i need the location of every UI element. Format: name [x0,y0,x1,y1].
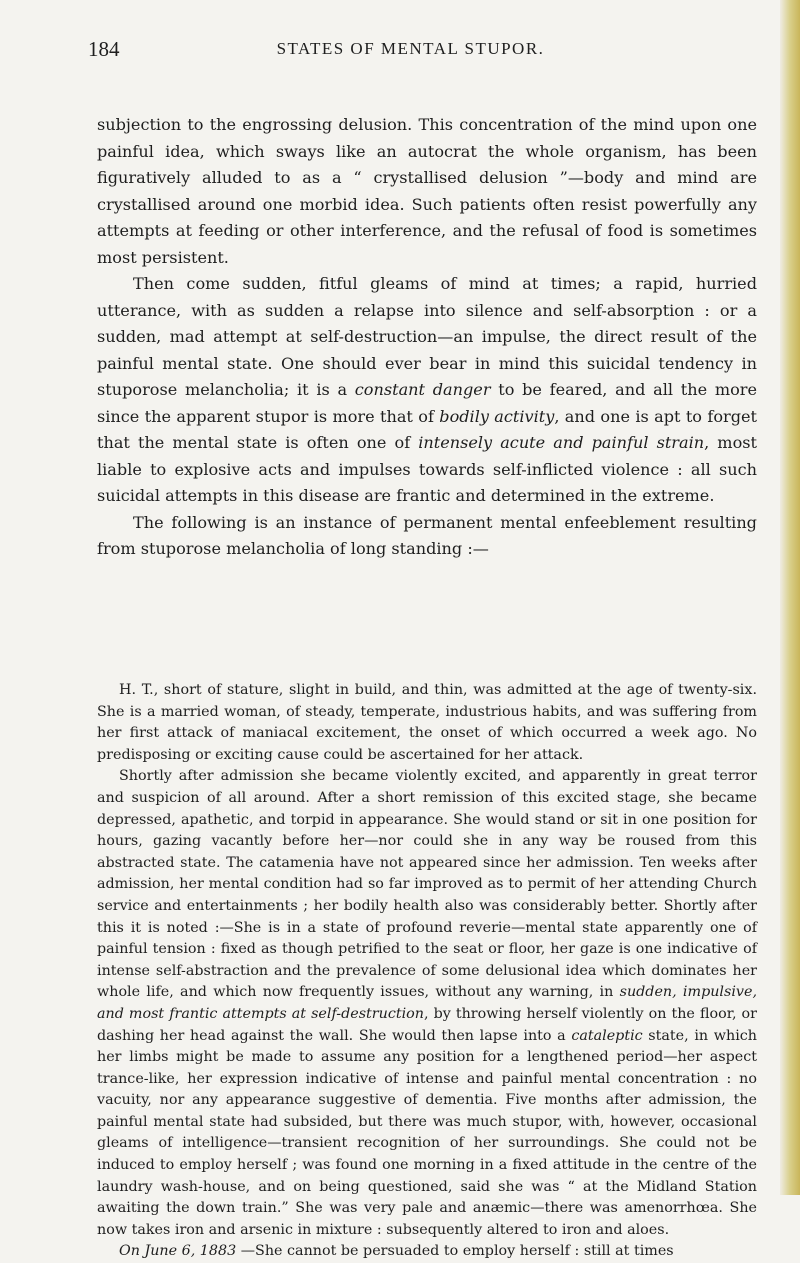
emphasis-constant-danger: constant danger [354,380,491,399]
paragraph-3: The following is an instance of permanent mental enfeeblement resulting from stuporose melancholia of long standing :— [97,512,757,558]
case-2-text-e: state, in which her limbs might be made to assume any position for a lengthened period—her aspect trance-like, her expression indicative of intense and painful mental concentration : no vacuity, nor any appearance suggestive of dementia. Five months after admission, the painful mental state had subsided, but there was much stupor, with, however, occasional gleams of intelligence—transient recognition of her surroundings. She could not be induced to employ herself ; was found one morning in a fixed attitude in the centre of the laundry wash-house, and on being questioned, said she was “ at the Midland Station awaiting the down train.” She was very pale and anæmic—there was amenorrhœa. She now takes iron and arsenic in mixture : subsequently altered to iron and aloes. [97,1027,757,1238]
paragraph-1: subjection to the engrossing delusion. This concentration of the mind upon one painful idea, which sways like an autocrat the whole organism, has been figuratively alluded to as a “ crystallised delusion ”—body and mind are crystallised around one morbid idea. Such patients often resist powerfully any attempts at feeding or other interference, and the refusal of food is sometimes most persistent. [97,115,757,267]
emphasis-painful-strain: intensely acute and painful strain [418,433,705,452]
case-history [97,680,757,1263]
paragraph-2-text-g: , most liable to explosive acts and impulses towards self-inflicted violence : all such suicidal attempts in this disease are frantic and determined in the extreme. [97,433,757,505]
emphasis-frantic-attempts: sudden, impulsive, and most frantic attempts at self-destruction [97,984,757,1022]
page-number: 184 [88,37,120,61]
case-paragraph-2 [97,766,757,1241]
running-head: STATES OF MENTAL STUPOR. [276,39,545,58]
emphasis-bodily-activity: bodily activity [439,406,555,426]
paragraph-2-text-c: to be feared, and all the more since the apparent stupor is more that of [97,380,757,426]
paragraph-2-text-e: , and one is apt to forget that the mental state is often one of [97,406,757,452]
body-text [97,112,757,563]
case-paragraph-1: H. T., short of stature, slight in build, and thin, was admitted at the age of twenty-six. She is a married woman, of steady, temperate, industrious habits, and was suffering from her first attack of maniacal excitement, the onset of which occurred a week ago. No predisposing or exciting cause could be ascertained for her attack. [97,682,757,763]
paragraph-2 [97,271,757,510]
case-paragraph-3 [97,1241,757,1263]
paragraph-2-text-a: Then come sudden, fitful gleams of mind at times; a rapid, hurried utterance, with as sudden a relapse into silence and self-absorption : or a sudden, mad attempt at self-destruction—an impulse, the direct result of the painful mental state. One should ever bear in mind this suicidal tendency in stuporose melancholia; it is a [97,274,757,399]
case-3-text: —She cannot be persuaded to employ herself : still at times [236,1243,674,1260]
case-2-text-a: Shortly after admission she became violently excited, and apparently in great terror and suspicion of all around. After a short remission of this excited stage, she became depressed, apathetic, and torpid in appearance. She would stand or sit in one position for hours, gazing vacantly before her—nor could she in any way be roused from this abstracted state. The catamenia have not appeared since her admission. Ten weeks after admission, her mental condition had so far improved as to permit of her attending Church service and entertainments ; her bodily health also was considerably better. Shortly after this it is noted :—She is in a state of profound reverie—mental state apparently one of painful tension : fixed as though petrified to the seat or floor, her gaze is one indicative of intense self-abstraction and the prevalence of some delusional idea which dominates her whole life, and which now frequently issues, without any warning, in [97,768,757,1001]
case-date: On June 6, 1883 [119,1243,237,1260]
case-2-text-c: , by throwing herself violently on the floor, or dashing her head against the wall. She would then lapse into a [97,1005,757,1044]
page-edge [780,0,800,1195]
emphasis-cataleptic: cataleptic [571,1027,643,1044]
page-header [88,37,733,67]
